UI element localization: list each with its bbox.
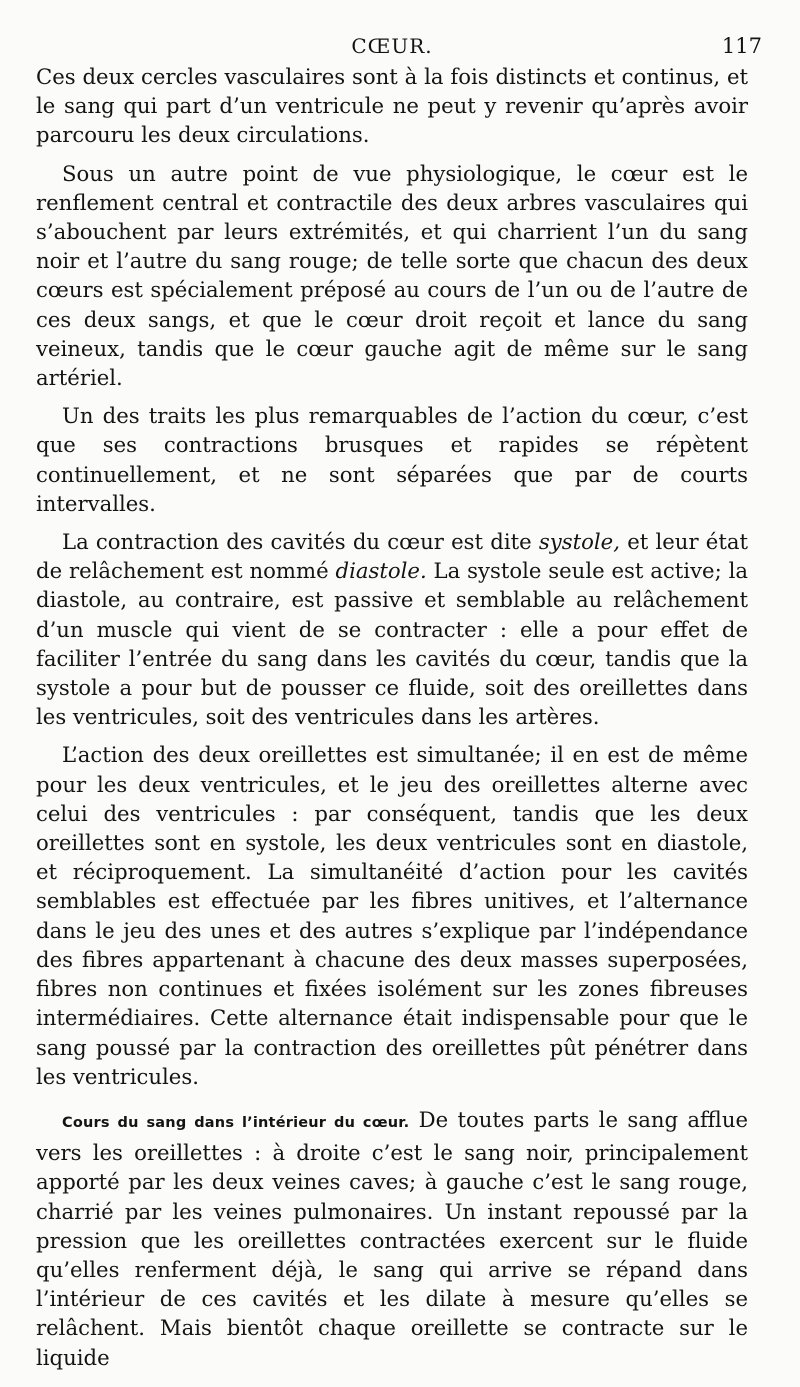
term-diastole: diastole.: [335, 558, 427, 584]
page-number: 117: [721, 34, 762, 58]
paragraph-3: Un des traits les plus remarquables de l’action du cœur, c’est que ses contractions brusques et rapides se répètent continuellement, et ne sont séparées que par de courts intervalles.: [36, 403, 748, 516]
section-run-in-heading: Cours du sang dans l’intérieur du cœur.: [62, 1114, 410, 1131]
paragraph-2: Sous un autre point de vue physiologique, le cœur est le renflement central et contractile des deux arbres vasculaires qui s’abouchent par leurs extrémités, et qui charrient l’un du sang noir et l’autre du sang rouge; de telle sorte que chacun des deux cœurs est spécialement préposé au cours de l’un ou de l’autre de ces deux sangs, et que le cœur droit reçoit et lance du sang veineux, tandis que le cœur gauche agit de même sur le sang artériel.: [36, 160, 748, 391]
paragraph-1: Ces deux cercles vasculaires sont à la fois distincts et continus, et le sang qui part d’un ventricule ne peut y revenir qu’après avoir parcouru les deux circulations.: [36, 64, 748, 148]
body-text: [36, 62, 748, 1372]
paragraph-6-text: De toutes parts le sang afflue vers les oreillettes : à droite c’est le sang noir, principalement apporté par les deux veines caves; à gauche c’est le sang rouge, charrié par les veines pulmonaires. Un instant repoussé par la pression que les oreillettes contractées exercent sur le fluide qu’elles renferment déjà, le sang qui arrive se répand dans l’intérieur de ces cavités et les dilate à mesure qu’elles se relâchent. Mais bientôt chaque oreillette se contracte sur le liquide: [36, 1106, 748, 1370]
term-systole: systole,: [538, 529, 620, 555]
running-title: CŒUR.: [351, 34, 433, 58]
paragraph-5: L’action des deux oreillettes est simultanée; il en est de même pour les deux ventricules, et le jeu des oreillettes alterne avec celui des ventricules : par conséquent, tandis que les deux oreillettes sont en systole, les deux ventricules sont en diastole, et réciproquement. La simultanéité d’action pour les cavités semblables est effectuée par les fibres unitives, et l’alternance dans le jeu des unes et des autres s’explique par l’indépendance des fibres appartenant à chacune des deux masses superposées, fibres non continues et fixées isolément sur les zones fibreuses intermédiaires. Cette alternance était indispensable pour que le sang poussé par la contraction des oreillettes pût pénétrer dans les ventricules.: [36, 742, 748, 1089]
paragraph-4: [36, 527, 748, 731]
running-head: [36, 26, 762, 62]
paragraph-4-text-a: La contraction des cavités du cœur est dite: [62, 529, 539, 555]
paragraph-6: [36, 1105, 748, 1372]
paragraph-4-text-c: La systole seule est active; la diastole, au contraire, est passive et semblable au relâchement d’un muscle qui vient de se contracter : elle a pour effet de faciliter l’entrée du sang dans les cavités du cœur, tandis que la systole a pour but de pousser ce fluide, soit des oreillettes dans les ventricules, soit des ventricules dans les artères.: [36, 558, 748, 730]
paragraph-4-text-b: et leur état de relâchement est nommé: [36, 529, 749, 584]
